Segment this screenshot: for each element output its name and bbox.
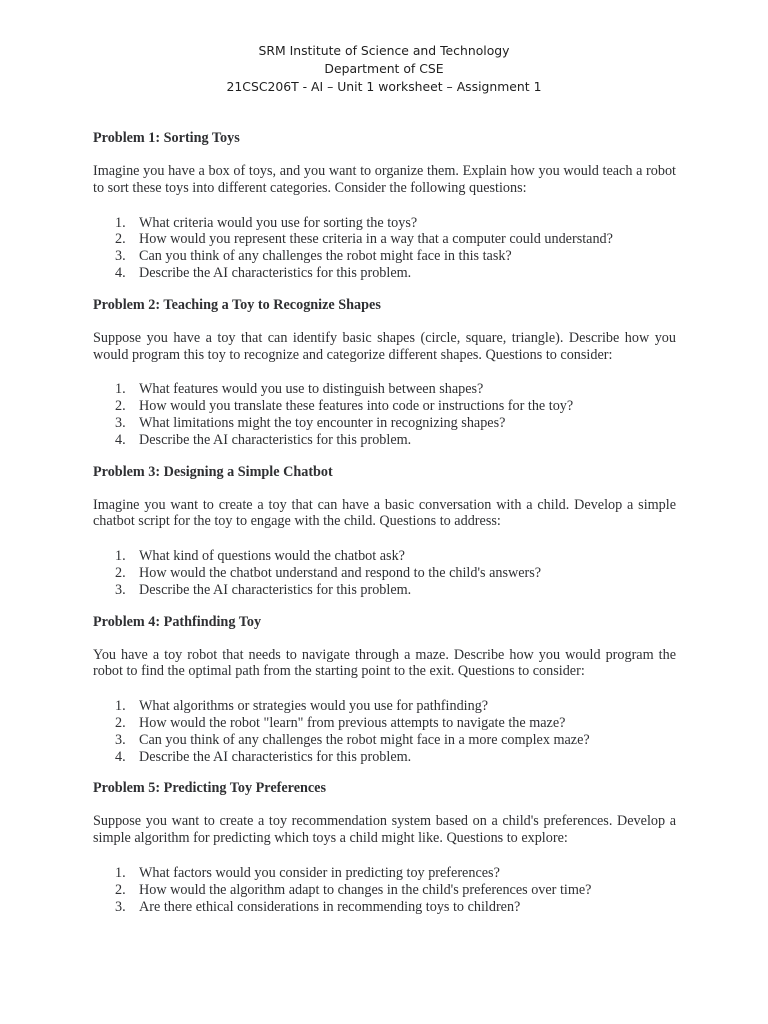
item-number: 3.: [115, 581, 126, 598]
item-text: Describe the AI characteristics for this problem.: [139, 748, 412, 765]
question-list: [93, 698, 676, 765]
item-number: 1.: [115, 214, 126, 231]
question-list: [93, 548, 676, 598]
list-item: [93, 865, 676, 882]
list-item: [93, 565, 676, 582]
item-number: 1.: [115, 381, 126, 398]
item-text: What criteria would you use for sorting the toys?: [139, 214, 418, 231]
problem-title: Problem 1: Sorting Toys: [93, 130, 240, 146]
item-text: Describe the AI characteristics for this problem.: [139, 264, 412, 281]
problem-5: [93, 779, 676, 915]
item-text: Can you think of any challenges the robot might face in a more complex maze?: [139, 731, 590, 748]
list-item: [93, 248, 676, 265]
item-number: 3.: [115, 898, 126, 915]
item-text: How would the chatbot understand and respond to the child's answers?: [139, 564, 542, 581]
problem-description: Imagine you want to create a toy that can have a basic conversation with a child. Develop a simple chatbot script for the toy to engage with the child. Questions to address:: [93, 496, 676, 530]
item-number: 4.: [115, 748, 126, 765]
list-item: [93, 415, 676, 432]
department-name: Department of CSE: [324, 61, 444, 76]
list-item: [93, 715, 676, 732]
item-text: How would you represent these criteria in a way that a computer could understand?: [139, 231, 613, 248]
item-text: Describe the AI characteristics for this problem.: [139, 431, 412, 448]
problem-3: [93, 463, 676, 599]
list-item: [93, 215, 676, 232]
item-number: 3.: [115, 414, 126, 431]
list-item: [93, 582, 676, 599]
document-header: [0, 42, 768, 96]
problem-title: Problem 3: Designing a Simple Chatbot: [93, 463, 333, 480]
problem-title: Problem 2: Teaching a Toy to Recognize Shapes: [93, 296, 381, 313]
item-text: What algorithms or strategies would you use for pathfinding?: [139, 698, 489, 715]
problem-description: Suppose you have a toy that can identify basic shapes (circle, square, triangle). Describe how you would program this toy to recognize and categorize different shapes. Questions to consider:: [93, 329, 676, 363]
problem-description: Imagine you have a box of toys, and you want to organize them. Explain how you would teach a robot to sort these toys into different categories. Consider the following questions:: [93, 163, 676, 196]
list-item: [93, 265, 676, 282]
assignment-title: 21CSC206T - AI – Unit 1 worksheet – Assignment 1: [226, 79, 542, 94]
question-list: [93, 215, 676, 282]
problem-title: Problem 4: Pathfinding Toy: [93, 613, 262, 630]
item-text: How would the robot "learn" from previous attempts to navigate the maze?: [139, 714, 566, 731]
item-text: How would you translate these features into code or instructions for the toy?: [139, 398, 574, 415]
list-item: [93, 749, 676, 766]
item-text: Are there ethical considerations in recommending toys to children?: [139, 898, 521, 915]
item-text: Describe the AI characteristics for this problem.: [139, 581, 412, 598]
item-number: 1.: [115, 698, 126, 715]
list-item: [93, 432, 676, 449]
item-number: 1.: [115, 548, 126, 565]
item-text: What kind of questions would the chatbot ask?: [139, 548, 405, 565]
question-list: [93, 381, 676, 448]
item-number: 2.: [115, 881, 126, 898]
problem-title: Problem 5: Predicting Toy Preferences: [93, 780, 326, 797]
item-number: 2.: [115, 564, 126, 581]
item-text: Can you think of any challenges the robot might face in this task?: [139, 248, 512, 265]
list-item: [93, 732, 676, 749]
problem-description: Suppose you want to create a toy recommendation system based on a child's preferences. Develop a simple algorithm for predicting which toys a child might like. Questions to explore:: [93, 813, 676, 847]
list-item: [93, 231, 676, 248]
item-text: What limitations might the toy encounter in recognizing shapes?: [139, 414, 506, 431]
problem-2: [93, 296, 676, 449]
problem-1: [93, 129, 676, 282]
list-item: [93, 548, 676, 565]
item-number: 2.: [115, 231, 126, 248]
list-item: [93, 398, 676, 415]
item-number: 2.: [115, 714, 126, 731]
institute-name: SRM Institute of Science and Technology: [258, 43, 510, 58]
item-number: 1.: [115, 864, 126, 881]
item-number: 3.: [115, 248, 126, 265]
problem-description: You have a toy robot that needs to navigate through a maze. Describe how you would program the robot to find the optimal path from the starting point to the exit. Questions to consider:: [93, 646, 676, 680]
list-item: [93, 698, 676, 715]
item-number: 4.: [115, 264, 126, 281]
item-text: What factors would you consider in predicting toy preferences?: [139, 864, 500, 881]
problem-4: [93, 613, 676, 766]
item-text: How would the algorithm adapt to changes in the child's preferences over time?: [139, 881, 592, 898]
list-item: [93, 899, 676, 916]
item-number: 3.: [115, 731, 126, 748]
list-item: [93, 381, 676, 398]
item-text: What features would you use to distinguish between shapes?: [139, 381, 484, 398]
document-body: [93, 129, 676, 929]
item-number: 2.: [115, 398, 126, 415]
list-item: [93, 882, 676, 899]
item-number: 4.: [115, 431, 126, 448]
question-list: [93, 865, 676, 915]
